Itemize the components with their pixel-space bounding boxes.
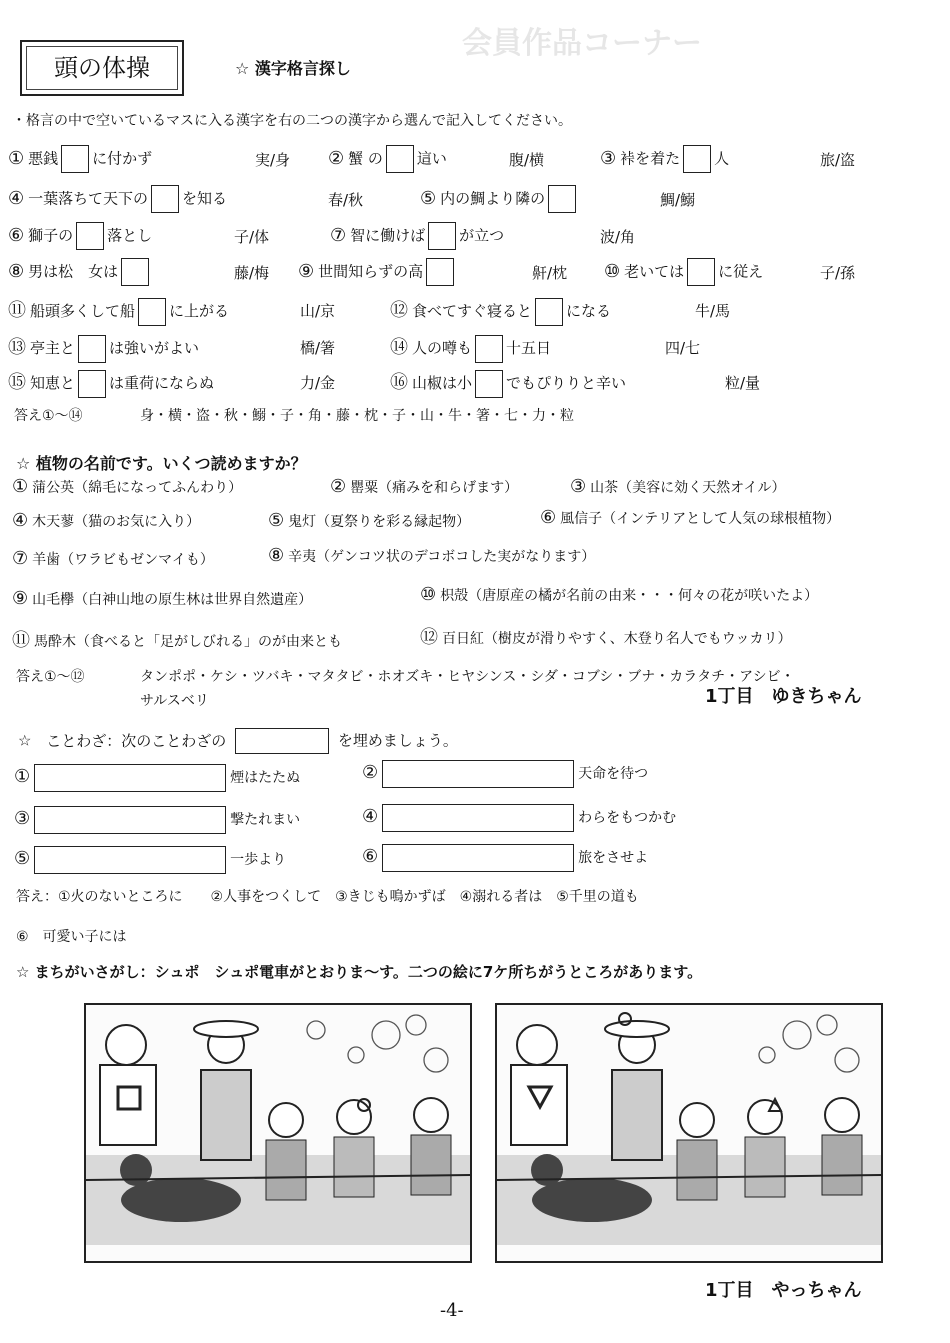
answer-box[interactable] [386,145,414,173]
item-number: ⑧ [8,260,25,282]
item-number: ② [328,147,345,169]
answer-box[interactable] [475,335,503,363]
kanji-item [604,258,763,286]
item-number: ④ [8,187,25,209]
proverb-text: 煙はたたぬ [230,770,301,786]
item-number: ⑥ [540,507,557,528]
phrase-before: 知恵と [30,374,76,392]
kanji-options: 旅/盗 [820,151,856,169]
item-number: ⑭ [390,337,408,358]
section-title-plants: ☆ 植物の名前です。いくつ読めますか？ [16,454,307,473]
section-title-spot: ☆ まちがいさがし：シュポ シュポ電車がとおりま～す。二つの絵に7ケ所ちがうところがあります。 [16,963,703,981]
plant-item [540,507,840,528]
plant-item [420,584,818,605]
item-number: ③ [14,808,31,829]
proverb-answer-box[interactable] [34,846,226,874]
kanji-options: 波/角 [600,228,636,246]
phrase-after: が立つ [459,226,505,245]
answer-box[interactable] [475,370,503,398]
plant-item [268,545,595,566]
kanji-item [8,368,214,398]
proverb-answer-box[interactable] [382,804,574,832]
plant-text: 罌粟（痛みを和らげます） [350,480,519,496]
proverb-answer-box[interactable] [34,806,226,834]
answer-box[interactable] [426,258,454,286]
item-number: ⑦ [12,548,29,569]
phrase-before: 蟹 の [348,149,383,168]
kanji-options: 力/金 [300,374,336,392]
plant-item [420,623,791,649]
spot-author: 1丁目 やっちゃん [705,1280,862,1301]
item-number: ⑬ [8,337,26,358]
train-scene-right [497,1005,881,1261]
phrase-before: 裃を着た [620,149,681,168]
kanji-options: 腹/横 [509,151,545,169]
answer-box[interactable] [428,222,456,250]
plant-item [12,588,312,609]
item-number: ② [362,762,379,783]
kanji-item [420,185,579,213]
kanji-options: 粒/量 [725,374,761,392]
plant-text: 山毛欅（白神山地の原生林は世界自然遺産） [32,592,313,608]
plant-item [330,476,518,497]
phrase-after: 這い [416,149,447,168]
kanji-item [390,368,626,398]
phrase-after: は重荷にならぬ [109,374,215,392]
answer-box[interactable] [548,185,576,213]
kanji-options: 四/七 [665,339,701,357]
proverb-answer-box[interactable] [34,764,226,792]
plants-author: 1丁目 ゆきちゃん [705,686,862,707]
plant-text: 風信子（インテリアとして人気の球根植物） [560,511,841,527]
kanji-options: 鼾/枕 [532,264,568,282]
plant-text: 馬酔木（食べると「足がしびれる」のが由来とも [34,634,342,650]
proverb-header [18,728,458,754]
kanji-options: 山/京 [300,302,336,320]
plant-item [570,476,785,497]
proverb-answer-box[interactable] [382,760,574,788]
proverb-item [14,846,286,874]
kanji-item [8,296,229,326]
proverb-text: 天命を待つ [578,766,649,782]
item-number: ⑨ [298,260,315,282]
item-number: ⑨ [12,588,29,609]
item-number: ⑫ [390,300,408,321]
phrase-after: 落とし [107,226,153,245]
item-number: ⑫ [420,627,438,648]
item-number: ② [330,476,347,497]
bleed-through-text: 会員作品コーナー [462,26,702,61]
phrase-before: 獅子の [28,226,74,245]
section-title-kanji: ☆ 漢字格言探し [235,59,351,78]
item-number: ④ [12,510,29,531]
phrase-before: 食べてすぐ寝ると [412,302,533,320]
phrase-after: は強いがよい [109,339,200,357]
page-number: -4- [440,1300,464,1321]
proverb-text: わらをもつかむ [578,810,677,826]
plant-item [268,510,470,531]
plant-text: 百日紅（樹皮が滑りやすく、木登り名人でもウッカリ） [442,631,792,647]
phrase-after: を知る [182,189,228,208]
phrase-after: に上がる [169,302,230,320]
phrase-before: 人の噂も [412,339,473,357]
kanji-options: 橋/箸 [300,339,336,357]
phrase-after: に付かず [92,149,153,168]
item-number: ⑤ [268,510,285,531]
proverb-suffix: を埋めましょう。 [337,731,458,750]
item-number: ⑥ [362,846,379,867]
kanji-item [298,258,457,286]
phrase-after: でもぴりりと辛い [506,374,627,392]
kanji-options: 子/体 [234,228,270,246]
plant-item [12,626,342,652]
answer-box[interactable] [78,335,106,363]
item-number: ① [12,476,29,497]
phrase-after: 人 [714,149,730,168]
page-title: 頭の体操 [54,54,150,82]
kanji-options: 子/孫 [820,264,856,282]
phrase-before: 男は松 女は [28,262,119,281]
kanji-instruction: ・格言の中で空いているマスに入る漢字を右の二つの漢字から選んで記入してください。 [12,113,572,129]
plant-item [12,476,242,497]
answer-box[interactable] [61,145,89,173]
plant-text: 木天蓼（猫のお気に入り） [32,514,201,530]
kanji-item [8,333,199,363]
answer-box[interactable] [687,258,715,286]
item-number: ⑥ [8,224,25,246]
answer-box[interactable] [151,185,179,213]
proverb-text: 旅をさせよ [578,850,649,866]
plant-text: 鬼灯（夏祭りを彩る縁起物） [288,514,471,530]
plants-answer-line2: サルスベリ [140,693,209,709]
answer-box[interactable] [683,145,711,173]
star-icon: ☆ [18,731,32,750]
kanji-options: 春/秋 [328,191,364,209]
proverb-item [362,804,676,832]
kanji-item [390,296,611,326]
kanji-item [8,258,152,286]
phrase-after: に従え [718,262,764,281]
picture-left [84,1003,472,1263]
plant-text: 枳殻（唐原産の橘が名前の由来・・・何々の花が咲いたよ） [440,588,819,604]
plant-text: 羊歯（ワラビもゼンマイも） [32,552,214,568]
proverb-text: 一歩より [230,852,287,868]
phrase-before: 一葉落ちて天下の [28,189,148,208]
phrase-before: 山椒は小 [412,374,473,392]
kanji-options: 牛/馬 [695,302,731,320]
item-number: ⑦ [330,224,347,246]
item-number: ⑤ [14,848,31,869]
phrase-before: 老いては [624,262,685,281]
kanji-item [8,145,152,173]
item-number: ⑮ [8,372,26,393]
phrase-before: 世間知らずの高 [318,262,424,281]
item-number: ⑤ [420,187,437,209]
kanji-item [8,222,152,250]
item-number: ③ [600,147,617,169]
kanji-item [8,185,227,213]
kanji-answer-label: 答え①～⑭ [14,408,83,424]
kanji-options: 鯛/鰯 [660,191,696,209]
kanji-options: 藤/梅 [234,264,270,282]
title-frame [20,40,184,96]
phrase-before: 船頭多くして船 [30,302,136,320]
phrase-before: 智に働けば [350,226,426,245]
phrase-before: 悪銭 [28,149,59,168]
item-number: ⑪ [8,300,26,321]
kanji-item [600,145,729,173]
proverb-item [362,844,648,872]
answer-box[interactable] [76,222,104,250]
picture-right [495,1003,883,1263]
plant-text: 辛夷（ゲンコツ状のデコボコした実がなります） [288,549,596,565]
plants-answer-line1: タンポポ・ケシ・ツバキ・マタタビ・ホオズキ・ヒヤシンス・シダ・コブシ・ブナ・カラタチ・アシビ・ [140,669,795,685]
answer-box[interactable] [78,370,106,398]
proverb-answer-box[interactable] [382,844,574,872]
kanji-item [328,145,447,173]
item-number: ④ [362,806,379,827]
answer-box[interactable] [535,298,563,326]
plant-text: 山茶（美容に効く天然オイル） [590,480,786,496]
plant-item [12,510,200,531]
answer-box[interactable] [138,298,166,326]
proverb-answer-line2: ⑥ 可愛い子には [16,929,127,945]
item-number: ⑪ [12,630,30,651]
item-number: ⑩ [420,584,437,605]
item-number: ③ [570,476,587,497]
train-scene-left [86,1005,470,1261]
plants-answer-label: 答え①～⑫ [16,669,85,685]
item-number: ① [8,147,25,169]
proverb-item [14,806,300,834]
proverb-item [362,760,648,788]
item-number: ⑯ [390,372,408,393]
kanji-answer: 身・横・盗・秋・鰯・子・角・藤・枕・子・山・牛・箸・七・力・粒 [140,408,574,424]
phrase-before: 内の鯛より隣の [440,189,546,208]
plant-text: 蒲公英（綿毛になってふんわり） [32,480,243,496]
phrase-after: 十五日 [506,339,552,357]
kanji-item [330,222,504,250]
kanji-item [390,333,551,363]
item-number: ⑧ [268,545,285,566]
phrase-after: になる [566,302,612,320]
proverb-answer-line1: 答え：①火のないところに ②人事をつくして ③きじも鳴かずば ④溺れる者は ⑤千里の道も [16,889,639,905]
proverb-text: 撃たれまい [230,812,301,828]
blank-box-example [235,728,329,754]
item-number: ① [14,766,31,787]
phrase-before: 亭主と [30,339,76,357]
kanji-options: 実/身 [255,151,291,169]
proverb-item [14,764,300,792]
plant-item [12,548,214,569]
item-number: ⑩ [604,260,621,282]
answer-box[interactable] [121,258,149,286]
proverb-prefix: ことわざ：次のことわざの [46,731,227,750]
